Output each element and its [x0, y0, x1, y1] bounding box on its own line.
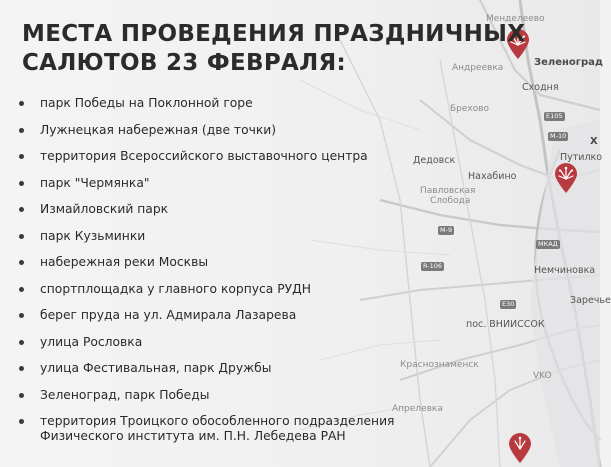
list-item [16, 96, 394, 111]
map-label-vniissok: пос. ВНИИССОК [466, 319, 545, 330]
list-item-text: берег пруда на ул. Адмирала Лазарева [40, 308, 297, 322]
salute-marker-north[interactable] [553, 162, 579, 194]
map-label-andreevka: Андреевка [452, 63, 504, 73]
list-item-text: парк Победы на Поклонной горе [40, 96, 253, 110]
road-badge-m10: M-10 [550, 132, 567, 140]
map-label-vnukovo: VKO [533, 371, 552, 381]
list-item-text: спортплощадка у главного корпуса РУДН [40, 281, 311, 296]
list-item [16, 176, 394, 191]
list-item-text: Измайловский парк [40, 202, 169, 216]
map-label-nemchinovka: Немчиновка [534, 265, 596, 276]
list-item-text: набережная реки Москвы [40, 255, 209, 269]
list-item-text: Зеленоград, парк Победы [40, 387, 210, 402]
map-label-dedovsk: Дедовск [413, 155, 456, 166]
map-label-kh: Х [590, 136, 598, 147]
list-item [16, 255, 394, 270]
list-item [16, 414, 394, 444]
list-item [16, 229, 394, 244]
map-label-brekhovo: Брехово [450, 104, 490, 114]
list-item [16, 388, 394, 403]
list-item [16, 335, 394, 350]
list-item [16, 308, 394, 323]
list-item [16, 149, 394, 164]
list-item [16, 282, 394, 297]
map-label-sloboda: Слобода [430, 196, 471, 206]
list-item [16, 202, 394, 217]
salute-marker-troitsk[interactable] [507, 432, 533, 464]
map-label-krasnoznamensk: Краснознаменск [400, 360, 479, 370]
map-label-zelenograd: Зеленоград [534, 57, 603, 68]
list-item-text: парк Кузьминки [40, 228, 146, 243]
list-item-text: территория Всероссийского выставочного центра [40, 149, 368, 163]
map-label-nakhabino: Нахабино [468, 171, 517, 182]
map-label-pavlovskaya: Павловская [420, 186, 476, 196]
map-label-mendeleevo: Менделеево [486, 14, 545, 24]
road-badge-r106: R-106 [423, 262, 443, 270]
list-item-text-line-2: Физического института им. П.Н. Лебедева РАН [40, 429, 346, 443]
list-item-text: улица Фестивальная, парк Дружбы [40, 361, 272, 375]
title-line-2: САЛЮТОВ 23 ФЕВРАЛЯ: [22, 50, 346, 76]
road-badge-e30: E30 [502, 300, 515, 308]
locations-list [16, 96, 394, 456]
list-item-text: улица Рословка [40, 334, 143, 349]
map-label-skhodnya: Сходня [522, 82, 559, 93]
road-badge-mkad: МКАД [538, 240, 558, 248]
list-item-text: Лужнецкая набережная (две точки) [40, 122, 277, 137]
map-label-zarechye: Заречье [570, 295, 611, 306]
page-title [22, 20, 525, 78]
list-item-text: парк "Чермянка" [40, 175, 150, 190]
title-line-1: МЕСТА ПРОВЕДЕНИЯ ПРАЗДНИЧНЫХ [22, 21, 526, 47]
list-item [16, 361, 394, 376]
road-badge-m9: M-9 [440, 226, 453, 234]
map-label-putilkovo: Путилко [560, 152, 603, 163]
list-item [16, 123, 394, 138]
map-label-aprelevka: Апрелевка [392, 404, 443, 414]
road-badge-e105: E105 [546, 112, 563, 120]
list-item-text: территория Троицкого обособленного подразделения [40, 414, 395, 428]
